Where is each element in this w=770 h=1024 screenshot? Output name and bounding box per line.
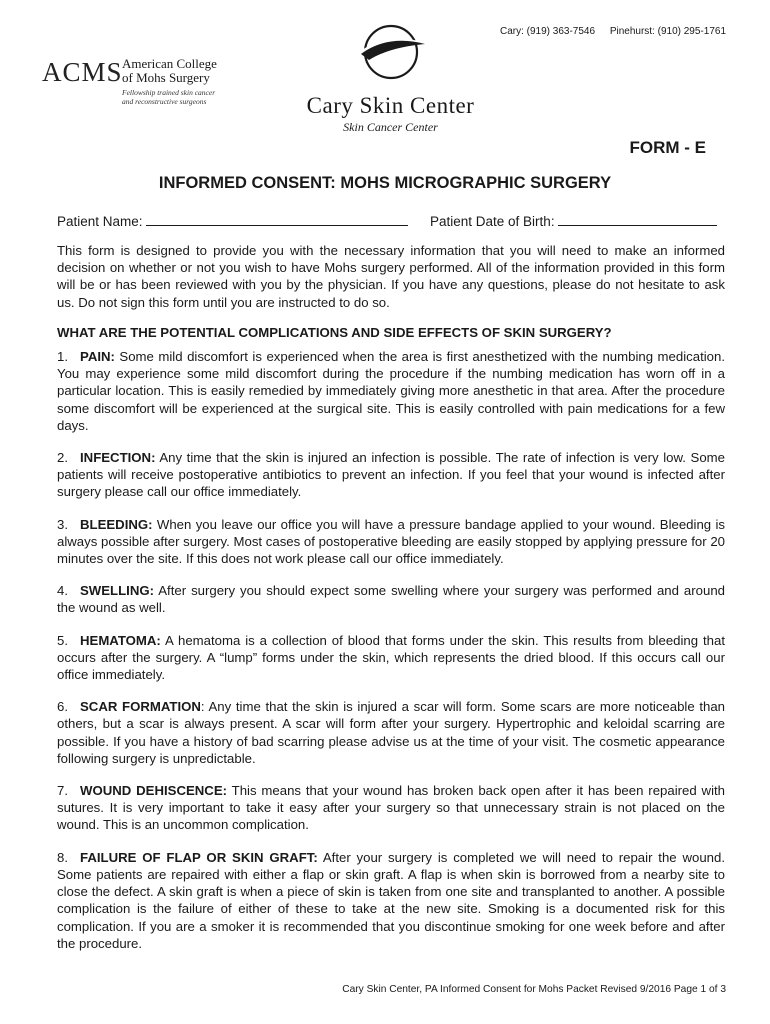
consent-body (57, 242, 725, 967)
complications-list (57, 348, 725, 952)
patient-dob-field[interactable] (430, 212, 717, 229)
item-number: 4. (57, 583, 68, 599)
acms-name-line1: American College (122, 56, 217, 71)
acms-tagline-line2: and reconstructive surgeons (122, 97, 207, 106)
acms-name (122, 57, 217, 85)
acms-logo (42, 55, 242, 115)
list-item (57, 582, 725, 616)
list-item (57, 348, 725, 434)
intro-paragraph: This form is designed to provide you with the necessary information that you will need to make an informed decision on whether or not you wish to have Mohs surgery performed. All of the information provided in this form will be or has been reviewed with you by the physician. If you have any questions, please do not hesitate to ask us. Do not sign this form until you are instructed to do so. (57, 243, 725, 310)
item-term: PAIN: (80, 349, 115, 365)
center-subtitle: Skin Cancer Center (343, 120, 438, 134)
list-item (57, 449, 725, 501)
item-number: 2. (57, 450, 68, 466)
item-text: When you leave our office you will have a pressure bandage applied to your wound. Bleeding is always possible after surgery. Most cases of postoperative bleeding are easily stopped by applying pressure for 20 minutes over the site. If this does not work please call our office immediately. (57, 516, 725, 567)
cary-skin-center-logo (288, 24, 493, 135)
acms-mark: ACMS (42, 57, 123, 87)
center-name: Cary Skin Center (306, 93, 475, 118)
item-text: This means that your wound has broken back open after it has been repaired with sutures. It is very important to take it easy after your surgery so that unnecessary strain is not placed on the wound. This is an uncommon complication. (57, 783, 726, 833)
acms-name-line2: of Mohs Surgery (122, 70, 210, 85)
item-number: 1. (57, 349, 68, 365)
list-item (57, 632, 725, 684)
list-item (57, 516, 725, 568)
acms-tagline (122, 88, 215, 106)
patient-name-input[interactable] (146, 212, 408, 226)
patient-name-label: Patient Name: (57, 214, 143, 229)
list-item (57, 782, 725, 834)
patient-dob-label: Patient Date of Birth: (430, 214, 555, 229)
item-number: 6. (57, 699, 68, 715)
swoosh-icon (351, 24, 431, 84)
item-text: Some mild discomfort is experienced when the area is first anesthetized with the numbing medication. You may experience some mild discomfort during the procedure if the numbing medication has worn off in a particular location. This is easily remedied by immediately giving more anesthetic in that area. After the procedure some discomfort will be experienced at the surgical site. This is easily controlled with pain medications for a few days. (57, 349, 725, 433)
contact-cary: Cary: (919) 363-7546 (499, 26, 596, 37)
patient-dob-input[interactable] (558, 212, 717, 226)
contact-phones (500, 26, 726, 37)
item-text: : Any time that the skin is injured a scar will form. Some scars are more noticeable than others, but a scar is always present. A scar will form after your surgery. Hypertrophic and keloidal scarring are possible. If you have a history of bad scarring please advise us at the time of your visit. The cosmetic appearance following surgery is unpredictable. (57, 699, 726, 766)
item-term: INFECTION: (80, 450, 156, 466)
item-term: SWELLING: (80, 583, 154, 599)
item-term: SCAR FORMATION (80, 699, 201, 715)
item-term: BLEEDING: (80, 516, 153, 532)
section-heading: WHAT ARE THE POTENTIAL COMPLICATIONS AND SIDE EFFECTS OF SKIN SURGERY? (57, 324, 612, 340)
item-number: 3. (57, 516, 68, 532)
contact-pinehurst: Pinehurst: (910) 295-1761 (609, 26, 726, 37)
item-term: HEMATOMA: (80, 632, 161, 648)
item-number: 8. (57, 849, 68, 865)
list-item (57, 849, 725, 952)
item-text: Any time that the skin is injured an infection is possible. The rate of infection is very low. Some patients will receive postoperative antibiotics to prevent an infection. If you feel that your wound is infected after surgery please call our office immediately. (57, 450, 725, 500)
form-code: FORM - E (629, 138, 706, 157)
acms-tagline-line1: Fellowship trained skin cancer (122, 88, 216, 97)
page-footer: Cary Skin Center, PA Informed Consent for Mohs Packet Revised 9/2016 Page 1 of 3 (342, 984, 726, 995)
list-item (57, 698, 725, 767)
item-text: After your surgery is completed we will need to repair the wound. Some patients are repaired with either a flap or skin graft. A flap is when skin is borrowed from a nearby site to close the defect. A skin graft is when a piece of skin is taken from one site and transplanted to another. A possible complication is the failure of either of these to take at the new site. Smoking is a documented risk for this complication. If you are a smoker it is recommended that you discontinue smoking for one week before and after the procedure. (57, 849, 725, 951)
patient-name-field[interactable] (57, 212, 408, 229)
item-number: 7. (57, 783, 68, 799)
item-number: 5. (57, 632, 68, 648)
page-title: INFORMED CONSENT: MOHS MICROGRAPHIC SURGERY (158, 174, 612, 192)
item-text: After surgery you should expect some swelling where your surgery was performed and around the wound as well. (57, 583, 725, 616)
item-term: WOUND DEHISCENCE: (80, 783, 228, 799)
item-text: A hematoma is a collection of blood that forms under the skin. This results from bleeding that occurs after the surgery. A “lump” forms under the skin, which represents the dried blood. If this occurs call our office immediately. (57, 632, 725, 683)
item-term: FAILURE OF FLAP OR SKIN GRAFT: (80, 849, 318, 865)
